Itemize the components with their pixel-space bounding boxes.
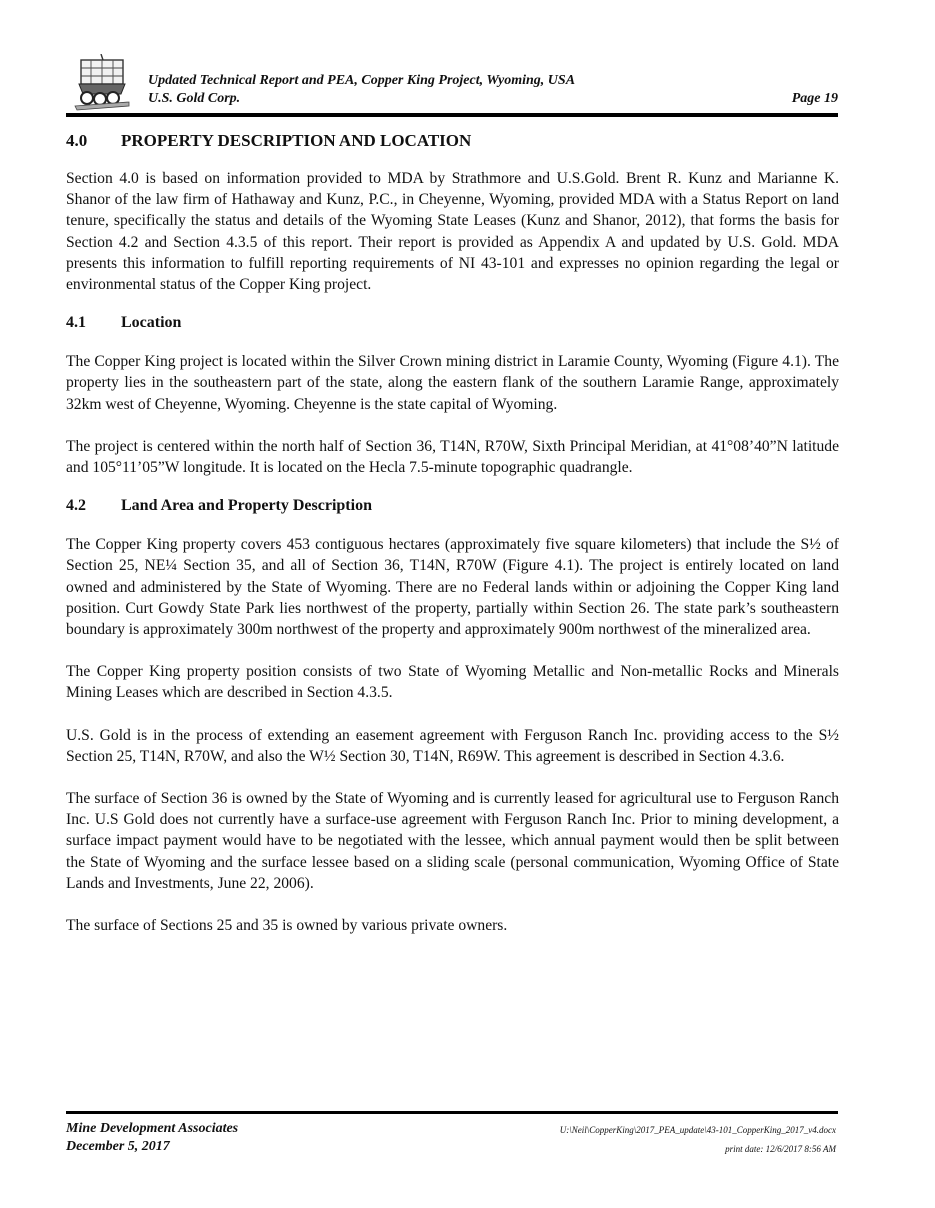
- section-heading: [66, 312, 839, 334]
- footer-rule: [66, 1111, 838, 1114]
- paragraph: Section 4.0 is based on information provided to MDA by Strathmore and U.S.Gold. Brent R. Kunz and Marianne K. Shanor of the law firm of Hathaway and Kunz, P.C., in Cheyenne, Wyoming, provided MDA with a Status Report on land tenure, specifically the status and details of the Wyoming State Leases (Kunz and Shanor, 2012), that forms the basis for Section 4.2 and Section 4.3.5 of this report. Their report is provided as Appendix A and updated by U.S. Gold. MDA presents this information to fulfill reporting requirements of NI 43-101 and expresses no opinion regarding the legal or environmental status of the Copper King project.: [66, 170, 839, 294]
- section-title: PROPERTY DESCRIPTION AND LOCATION: [121, 131, 472, 150]
- section-title: Location: [121, 314, 182, 332]
- section-heading: [66, 130, 839, 152]
- page-number: Page 19: [791, 91, 838, 106]
- page-header: [66, 54, 838, 118]
- report-title: Updated Technical Report and PEA, Copper King Project, Wyoming, USA: [148, 73, 576, 88]
- page-footer: [66, 1111, 838, 1161]
- section-4-0: [66, 130, 839, 295]
- section-heading: [66, 495, 839, 517]
- paragraph: The surface of Section 36 is owned by the State of Wyoming and is currently leased for agricultural use to Ferguson Ranch Inc. U.S Gold does not currently have a surface-use agreement with Ferguson Ranch Inc. Prior to mining development, a surface impact payment would have to be negotiated with the lessee, which annual payment would then be split between the State of Wyoming and the surface lessee based on a sliding scale (personal communication, Wyoming Office of State Lands and Investments, June 22, 2006).: [66, 790, 839, 892]
- section-4-2: [66, 495, 839, 936]
- footer-file-path: U:\Neil\CopperKing\2017_PEA_update\43-101_CopperKing_2017_v4.docx: [559, 1125, 836, 1135]
- footer-organization: Mine Development Associates: [66, 1121, 239, 1136]
- paragraph: The Copper King project is located within the Silver Crown mining district in Laramie County, Wyoming (Figure 4.1). The property lies in the southeastern part of the state, along the eastern flank of the southern Laramie Range, approximately 32km west of Cheyenne, Wyoming. Cheyenne is the state capital of Wyoming.: [66, 353, 839, 413]
- page-body: [66, 128, 839, 936]
- header-rule: [66, 113, 838, 117]
- paragraph: The surface of Sections 25 and 35 is owned by various private owners.: [66, 917, 508, 935]
- section-number: 4.1: [66, 314, 86, 332]
- paragraph: The Copper King property covers 453 contiguous hectares (approximately five square kilometers) that include the S½ of Section 25, NE¼ Section 35, and all of Section 36, T14N, R70W (Figure 4.1). The project is entirely located on land owned and administered by the State of Wyoming. There are no Federal lands within or adjoining the Copper King land position. Curt Gowdy State Park lies northwest of the property, partially within Section 26. The state park’s southeastern boundary is approximately 300m northwest of the property and approximately 900m northwest of the mineralized area.: [66, 536, 839, 639]
- section-number: 4.2: [66, 497, 86, 515]
- section-4-1: [66, 312, 839, 478]
- footer-print-date: print date: 12/6/2017 8:56 AM: [725, 1144, 836, 1154]
- section-number: 4.0: [66, 131, 88, 150]
- paragraph: The Copper King property position consists of two State of Wyoming Metallic and Non-metallic Rocks and Minerals Mining Leases which are described in Section 4.3.5.: [66, 663, 839, 702]
- mining-cart-logo-icon: [71, 54, 133, 112]
- paragraph: U.S. Gold is in the process of extending an easement agreement with Ferguson Ranch Inc. providing access to the S½ Section 25, T14N, R70W, and also the W½ Section 30, T14N, R69W. This agreement is described in Section 4.3.6.: [66, 726, 839, 765]
- company-name: U.S. Gold Corp.: [148, 91, 241, 106]
- section-title: Land Area and Property Description: [121, 497, 372, 515]
- paragraph: The project is centered within the north half of Section 36, T14N, R70W, Sixth Principal Meridian, at 41°08’40”N latitude and 105°11’05”W longitude. It is located on the Hecla 7.5-minute topographic quadrangle.: [66, 437, 839, 477]
- footer-date: December 5, 2017: [66, 1139, 170, 1154]
